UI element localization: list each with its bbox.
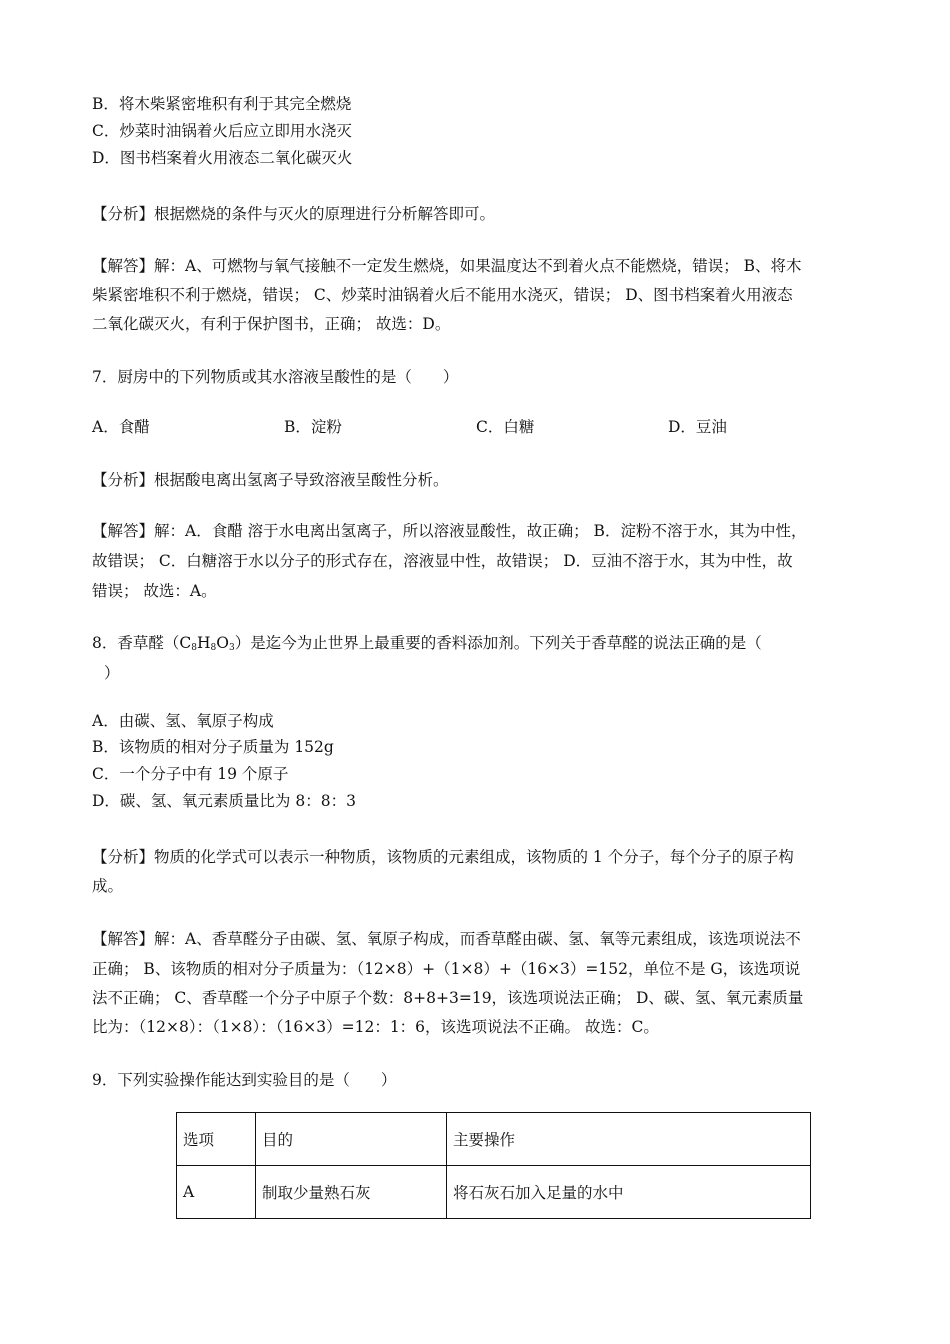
q6-option-d: D．图书档案着火用液态二氧化碳灭火 bbox=[92, 149, 353, 167]
q8-analysis-line: 【分析】物质的化学式可以表示一种物质，该物质的元素组成，该物质的 1 个分子，每个分子的原子构 bbox=[92, 848, 794, 866]
formula-c-count: 8 bbox=[191, 643, 197, 653]
q7-option-d: D．豆油 bbox=[668, 418, 727, 436]
q7-option-a: A．食醋 bbox=[92, 418, 150, 436]
q7-analysis: 【分析】根据酸电离出氢离子导致溶液呈酸性分析。 bbox=[92, 471, 449, 489]
q9-table bbox=[176, 1112, 811, 1219]
formula-c: C bbox=[179, 634, 192, 652]
q8-option-b: B．该物质的相对分子质量为 152g bbox=[92, 738, 334, 756]
q8-stem-prefix: 8．香草醛（ bbox=[92, 634, 180, 652]
q8-option-c: C．一个分子中有 19 个原子 bbox=[92, 765, 289, 783]
q6-option-b: B．将木柴紧密堆积有利于其完全燃烧 bbox=[92, 95, 352, 113]
q7-option-c: C．白糖 bbox=[476, 418, 535, 436]
formula-h: H bbox=[196, 634, 211, 652]
table-header-cell: 目的 bbox=[256, 1113, 447, 1166]
table-row bbox=[177, 1166, 811, 1219]
q6-solution-line: 二氧化碳灭火，有利于保护图书，正确； 故选：D。 bbox=[92, 315, 451, 333]
table-header-row bbox=[177, 1113, 811, 1166]
q9-stem: 9．下列实验操作能达到实验目的是（ ） bbox=[92, 1071, 397, 1089]
q6-solution-line: 【解答】解：A、可燃物与氧气接触不一定发生燃烧，如果温度达不到着火点不能燃烧，错误； B、将木 bbox=[92, 257, 802, 275]
q8-solution-line: 法不正确； C、香草醛一个分子中原子个数：8+8+3=19，该选项说法正确； D、碳、氢、氧元素质量 bbox=[92, 989, 804, 1007]
table-cell: 将石灰石加入足量的水中 bbox=[447, 1166, 811, 1219]
q8-analysis-line: 成。 bbox=[92, 877, 124, 895]
table-cell: 制取少量熟石灰 bbox=[256, 1166, 447, 1219]
q7-solution-line: 故错误； C．白糖溶于水以分子的形式存在，溶液显中性，故错误； D．豆油不溶于水，其为中性，故 bbox=[92, 552, 793, 570]
formula-h-count: 8 bbox=[210, 643, 217, 653]
table-header-cell: 选项 bbox=[177, 1113, 256, 1166]
q8-stem-suffix: ）是迄今为止世界上最重要的香料添加剂。下列关于香草醛的说法正确的是（ bbox=[234, 634, 762, 652]
table-header-cell: 主要操作 bbox=[447, 1113, 811, 1166]
q8-stem bbox=[92, 633, 762, 658]
q6-option-c: C．炒菜时油锅着火后应立即用水浇灭 bbox=[92, 122, 352, 140]
q6-analysis: 【分析】根据燃烧的条件与灭火的原理进行分析解答即可。 bbox=[92, 205, 496, 223]
formula-o-count: 3 bbox=[228, 643, 235, 653]
q8-solution-line: 比为：（12×8）：（1×8）：（16×3）=12：1：6，该选项说法不正确。 故选：C。 bbox=[92, 1018, 659, 1036]
table-cell: A bbox=[177, 1166, 256, 1219]
q7-solution-line: 【解答】解：A．食醋 溶于水电离出氢离子，所以溶液显酸性，故正确； B．淀粉不溶于水，其为中性， bbox=[92, 522, 807, 540]
q8-solution-line: 正确； B、该物质的相对分子质量为：（12×8）+（1×8）+（16×3）=152，单位不是 G，该选项说 bbox=[92, 960, 801, 978]
q7-stem: 7．厨房中的下列物质或其水溶液呈酸性的是（ ） bbox=[92, 368, 459, 386]
q8-solution-line: 【解答】解：A、香草醛分子由碳、氢、氧原子构成，而香草醛由碳、氢、氧等元素组成，该选项说法不 bbox=[92, 930, 801, 948]
q8-stem-line2: ） bbox=[104, 664, 120, 682]
q6-solution-line: 柴紧密堆积不利于燃烧，错误； C、炒菜时油锅着火后不能用水浇灭，错误； D、图书档案着火用液态 bbox=[92, 286, 793, 304]
q8-option-d: D．碳、氢、氧元素质量比为 8：8：3 bbox=[92, 792, 356, 810]
q7-solution-line: 错误； 故选：A。 bbox=[92, 582, 217, 600]
q8-option-a: A．由碳、氢、氧原子构成 bbox=[92, 712, 274, 730]
formula-o: O bbox=[216, 634, 229, 652]
q7-option-b: B．淀粉 bbox=[284, 418, 342, 436]
